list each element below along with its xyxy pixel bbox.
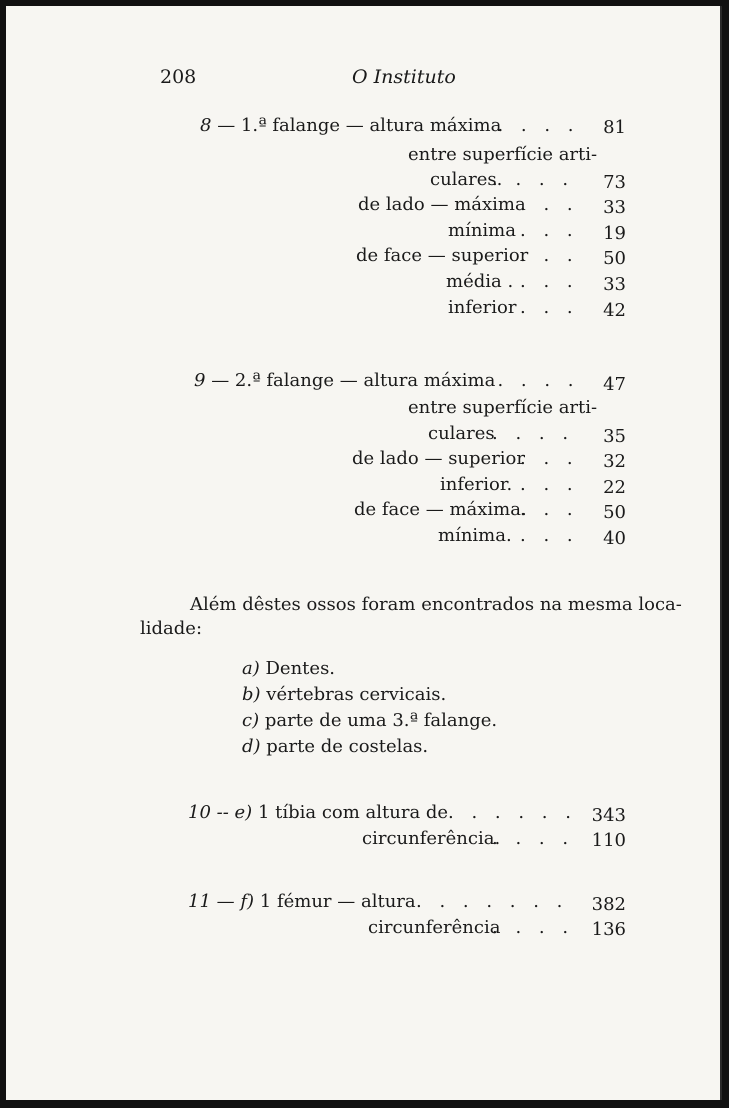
document-page	[6, 6, 722, 1100]
leader-dots: . . . .	[492, 917, 575, 938]
leader-dots: . . .	[520, 448, 579, 469]
value: 81	[603, 117, 626, 138]
row-label: de face — superior	[356, 245, 529, 266]
row-label: culares.	[430, 169, 503, 190]
value: 33	[603, 274, 626, 295]
value: 33	[603, 197, 626, 218]
value: 50	[603, 502, 626, 523]
value: 382	[591, 894, 626, 915]
page-number: 208	[160, 66, 197, 88]
value: 73	[603, 172, 626, 193]
row-label: culares	[428, 423, 495, 444]
leader-dots: . . .	[520, 194, 579, 215]
leader-dots: . . .	[520, 245, 579, 266]
row-label: de lado — superior	[352, 448, 525, 469]
block-index: 9 — 2.ª falange — altura máxima	[194, 370, 496, 391]
running-title: O Instituto	[352, 66, 456, 88]
leader-dots: . . . .	[492, 828, 575, 849]
row-label: circunferência.	[362, 828, 501, 849]
leader-dots: . . .	[520, 220, 579, 241]
paragraph-line: lidade:	[140, 618, 203, 639]
leader-dots: . . .	[520, 271, 579, 292]
value: 19	[603, 223, 626, 244]
list-item: d) parte de costelas.	[242, 736, 429, 757]
row-label: circunferência	[368, 917, 501, 938]
leader-dots: . . .	[520, 499, 579, 520]
row-label: entre superfície arti-	[408, 397, 598, 418]
value: 47	[603, 374, 626, 395]
row-label: inferior	[448, 297, 517, 318]
row-label: de face — máxima.	[354, 499, 527, 520]
leader-dots: . . .	[520, 474, 579, 495]
leader-dots: . . .	[520, 525, 579, 546]
list-item: c) parte de uma 3.ª falange.	[242, 710, 498, 731]
leader-dots: . . . . .	[474, 370, 580, 391]
value: 22	[603, 477, 626, 498]
row-label: entre superfície arti-	[408, 144, 598, 165]
value: 42	[603, 300, 626, 321]
value: 136	[591, 919, 626, 940]
leader-dots: . . . . . .	[448, 802, 577, 823]
row-label: de lado — máxima	[358, 194, 526, 215]
value: 40	[603, 528, 626, 549]
value: 110	[591, 830, 626, 851]
row-label: mínima	[448, 220, 516, 241]
list-item: b) vértebras cervicais.	[242, 684, 447, 705]
paragraph-line: Além dêstes ossos foram encontrados na mesma loca-	[190, 594, 682, 615]
row-label: mínima.	[438, 525, 512, 546]
leader-dots: . . . .	[492, 169, 575, 190]
block-index: 11 — f) 1 fémur — altura	[188, 891, 416, 912]
list-item: a) Dentes.	[242, 658, 336, 679]
value: 343	[591, 805, 626, 826]
value: 50	[603, 248, 626, 269]
leader-dots: . . .	[520, 297, 579, 318]
leader-dots: . . . .	[492, 423, 575, 444]
row-label: média .	[446, 271, 514, 292]
block-index: 10 -- e) 1 tíbia com altura de	[188, 802, 449, 823]
row-label: inferior.	[440, 474, 513, 495]
leader-dots: . . . . .	[474, 115, 580, 136]
block-index: 8 — 1.ª falange — altura máxima	[200, 115, 502, 136]
value: 32	[603, 451, 626, 472]
leader-dots: . . . . . . .	[416, 891, 569, 912]
value: 35	[603, 426, 626, 447]
